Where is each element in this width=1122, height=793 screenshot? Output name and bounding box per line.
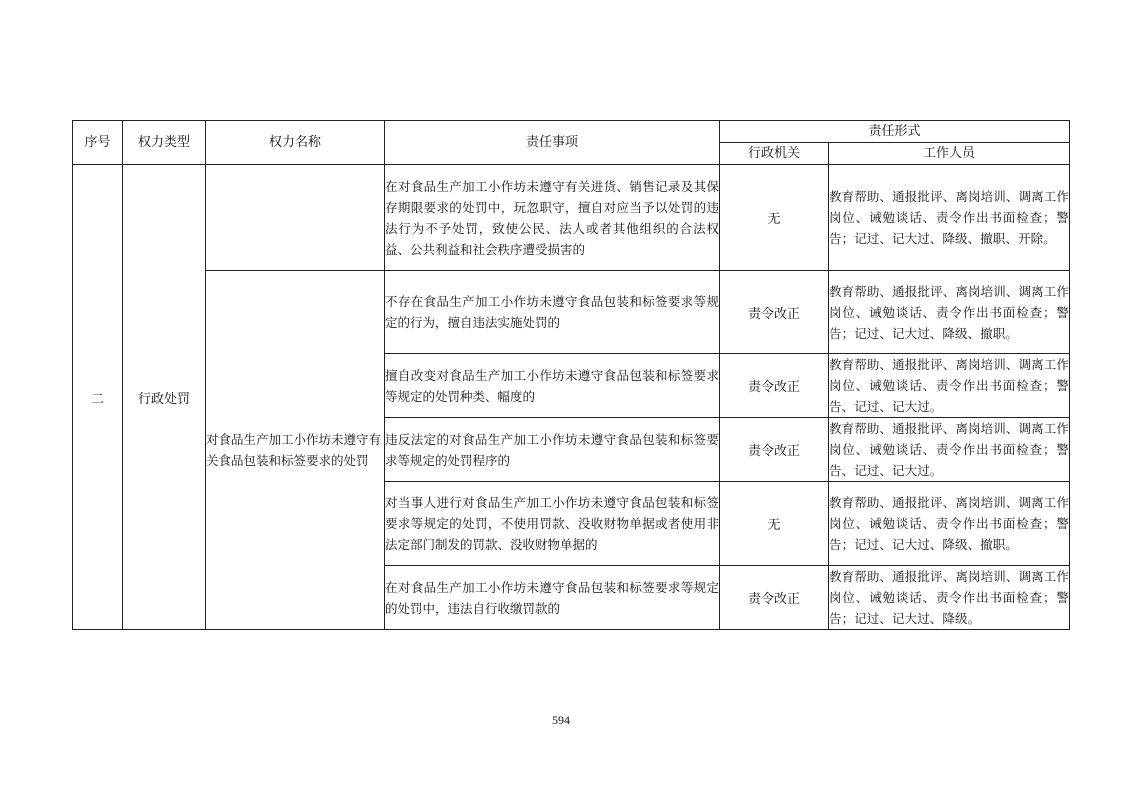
duty-cell: 对当事人进行对食品生产加工小作坊未遵守食品包装和标签要求等规定的处罚，不使用罚款、没收财物单据或者使用非法定部门制发的罚款、没收财物单据的 xyxy=(385,482,720,566)
header-power-type: 权力类型 xyxy=(123,121,206,165)
header-power-name: 权力名称 xyxy=(206,121,385,165)
organ-cell: 责令改正 xyxy=(720,418,829,482)
staff-cell: 教育帮助、通报批评、离岗培训、调离工作岗位、诫勉谈话、责令作出书面检查；警告、记过、记大过。 xyxy=(829,418,1070,482)
staff-cell: 教育帮助、通报批评、离岗培训、调离工作岗位、诫勉谈话、责令作出书面检查；警告；记过、记大过、降级。 xyxy=(829,566,1070,630)
organ-cell: 责令改正 xyxy=(720,271,829,354)
duty-cell: 擅自改变对食品生产加工小作坊未遵守食品包装和标签要求等规定的处罚种类、幅度的 xyxy=(385,354,720,418)
header-seq: 序号 xyxy=(73,121,123,165)
organ-cell: 责令改正 xyxy=(720,354,829,418)
staff-cell: 教育帮助、通报批评、离岗培训、调离工作岗位、诫勉谈话、责令作出书面检查；警告、记过、记大过。 xyxy=(829,354,1070,418)
header-staff: 工作人员 xyxy=(829,143,1070,165)
header-resp-form: 责任形式 xyxy=(720,121,1070,143)
responsibility-table xyxy=(72,120,1070,630)
group-seq: 二 xyxy=(73,165,123,630)
table-row xyxy=(73,271,1070,354)
organ-cell: 无 xyxy=(720,165,829,271)
power-name-empty xyxy=(206,165,385,271)
staff-cell: 教育帮助、通报批评、离岗培训、调离工作岗位、诫勉谈话、责令作出书面检查；警告；记过、记大过、降级、撤职。 xyxy=(829,271,1070,354)
organ-cell: 无 xyxy=(720,482,829,566)
header-admin-organ: 行政机关 xyxy=(720,143,829,165)
duty-cell: 在对食品生产加工小作坊未遵守食品包装和标签要求等规定的处罚中，违法自行收缴罚款的 xyxy=(385,566,720,630)
duty-cell: 在对食品生产加工小作坊未遵守有关进货、销售记录及其保存期限要求的处罚中，玩忽职守，擅自对应当予以处罚的违法行为不予处罚，致使公民、法人或者其他组织的合法权益、公共利益和社会秩序遭受损害的 xyxy=(385,165,720,271)
group-power-type: 行政处罚 xyxy=(123,165,206,630)
duty-cell: 违反法定的对食品生产加工小作坊未遵守食品包装和标签要求等规定的处罚程序的 xyxy=(385,418,720,482)
group-power-name: 对食品生产加工小作坊未遵守有关食品包装和标签要求的处罚 xyxy=(206,271,385,630)
staff-cell: 教育帮助、通报批评、离岗培训、调离工作岗位、诫勉谈话、责令作出书面检查；警告；记过、记大过、降级、撤职。 xyxy=(829,482,1070,566)
staff-cell: 教育帮助、通报批评、离岗培训、调离工作岗位、诫勉谈话、责令作出书面检查；警告；记过、记大过、降级、撤职、开除。 xyxy=(829,165,1070,271)
organ-cell: 责令改正 xyxy=(720,566,829,630)
duty-cell: 不存在食品生产加工小作坊未遵守食品包装和标签要求等规定的行为，擅自违法实施处罚的 xyxy=(385,271,720,354)
table-row xyxy=(73,165,1070,271)
header-row-1 xyxy=(73,121,1070,143)
page-number: 594 xyxy=(552,713,570,727)
header-duty: 责任事项 xyxy=(385,121,720,165)
